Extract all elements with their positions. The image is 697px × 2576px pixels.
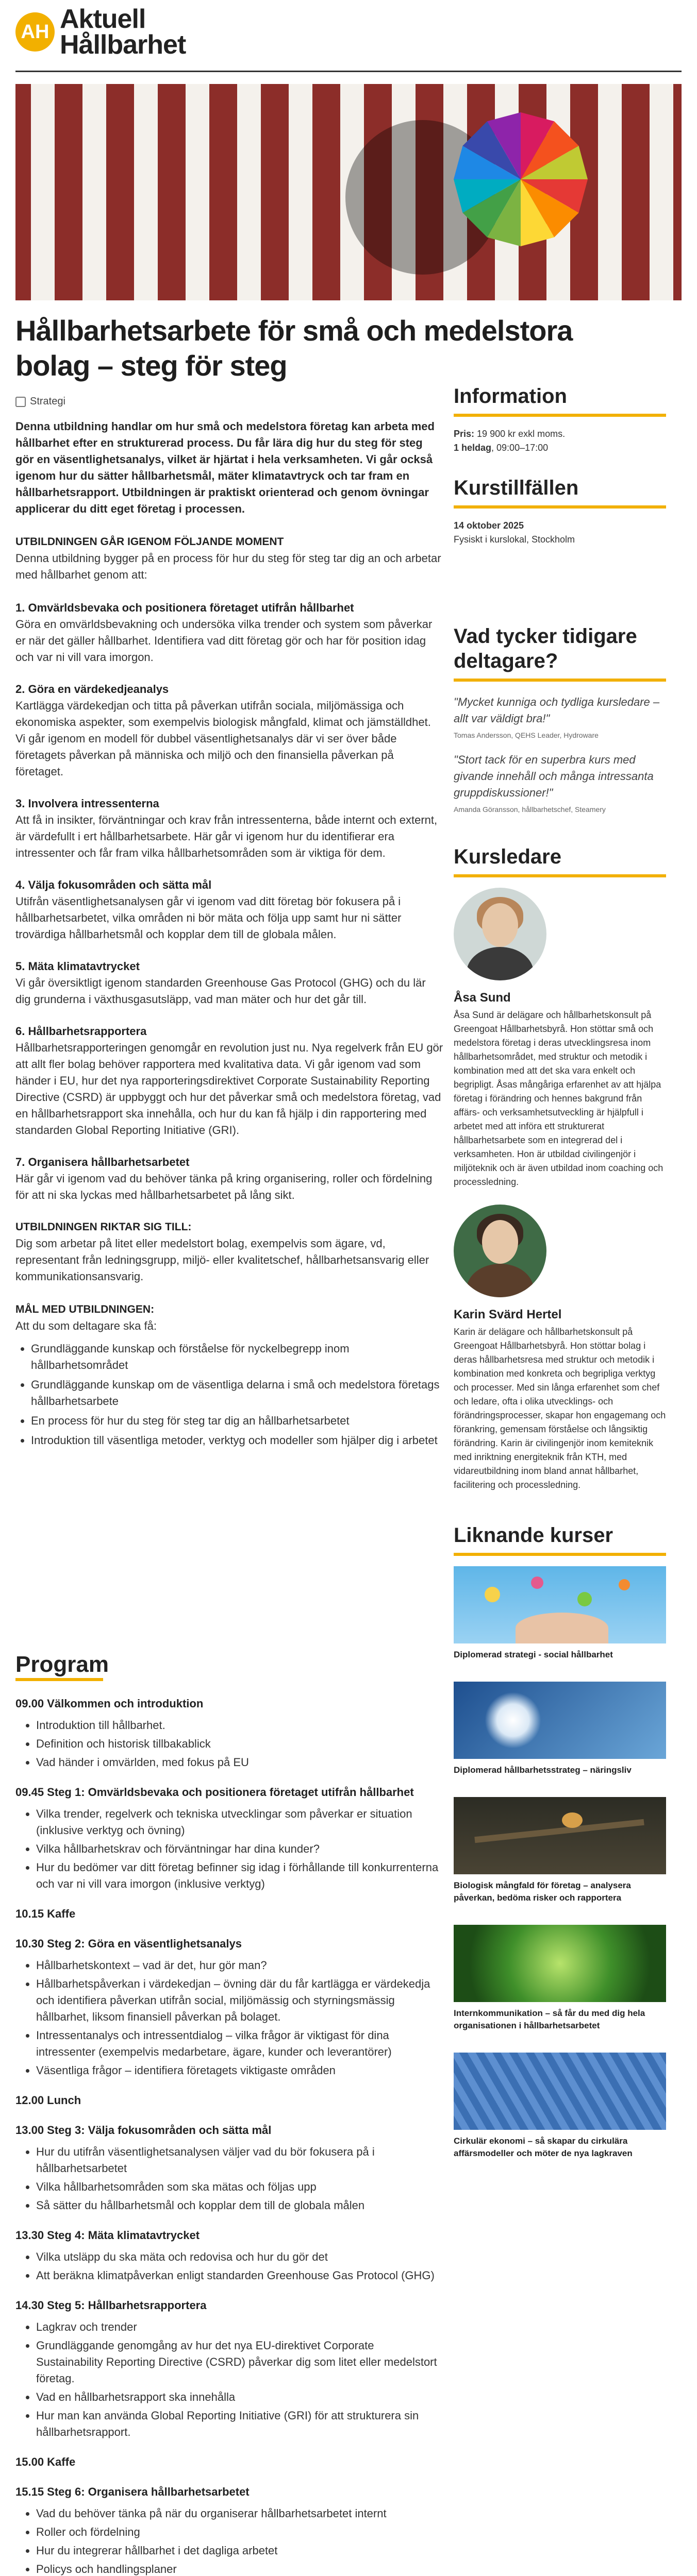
- list-item: • Hållbarhetskontext – vad är det, hur gör man?: [36, 1957, 443, 1974]
- info-heading: Information: [454, 385, 567, 408]
- list-item: • Hur du integrerar hållbarhet i det dagliga arbetet: [36, 2543, 443, 2559]
- sidebar: [454, 384, 666, 2180]
- umbrella-illustration: [449, 107, 593, 251]
- program-slot: [15, 1936, 443, 2079]
- step-list: [15, 600, 443, 1204]
- list-item: • Definition och historisk tillbakablick: [36, 1736, 443, 1752]
- list-item: • Intressentanalys och intressentdialog – vilka frågor är viktigast för dina intressenter (exempelvis medarbetare, ägare, kunder och leverantörer): [36, 2027, 443, 2060]
- step: [15, 958, 443, 1008]
- list-item: • Policys och handlingsplaner: [36, 2561, 443, 2576]
- program-slot: [15, 2092, 443, 2109]
- heading-underline: [454, 1553, 666, 1556]
- slot-title: 14.30 Steg 5: Hållbarhetsrapportera: [15, 2299, 207, 2312]
- slot-title: 13.00 Steg 3: Välja fokusområden och sätta mål: [15, 2124, 272, 2137]
- heading-underline: [454, 679, 666, 682]
- logo-mark: AH: [15, 12, 55, 52]
- slot-items: [36, 2505, 443, 2576]
- slot-title: 15.00 Kaffe: [15, 2455, 76, 2468]
- slot-title: 09.45 Steg 1: Omvärldsbevaka och positionera företaget utifrån hållbarhet: [15, 1786, 414, 1799]
- logo-line-2: Hållbarhet: [60, 30, 186, 60]
- logo-line-1: Aktuell: [60, 4, 146, 34]
- list-item: • Lagkrav och trender: [36, 2319, 443, 2335]
- related-course-card[interactable]: [454, 2053, 666, 2160]
- step-text: Kartlägga värdekedjan och titta på påverkan utifrån sociala, miljömässiga och ekonomiska aspekter, som exempelvis biologisk mångfald, klimat och jämställdhet. Vi går igenom en modell för dubbel väsentlighetsanalys där vi ser över både företagets påverkan på människa och miljö och den finansiella påverkan på företaget.: [15, 699, 431, 778]
- step-title: 1. Omvärldsbevaka och positionera företaget utifrån hållbarhet: [15, 601, 354, 614]
- category-tag[interactable]: [15, 396, 65, 408]
- leader-name: Åsa Sund: [454, 991, 511, 1005]
- reviews-heading: Vad tycker tidigare deltagare?: [454, 625, 637, 672]
- step-title: 6. Hållbarhetsrapportera: [15, 1025, 147, 1038]
- program-slot: [15, 2454, 443, 2470]
- list-item: • Väsentliga frågor – identifiera företagets viktigaste områden: [36, 2062, 443, 2079]
- program-slot: [15, 2227, 443, 2284]
- moment-intro: Denna utbildning bygger på en process för hur du steg för steg tar dig an och arbetar med hållbarhet genom att:: [15, 552, 441, 581]
- price-label: Pris:: [454, 429, 475, 439]
- review-quote: "Stort tack för en superbra kurs med givande innehåll och många intressanta gruppdiskussioner!": [454, 753, 654, 799]
- step-text: Göra en omvärldsbevakning och undersöka vilka trender och system som påverkar er när det gäller hållbarhet. Identifiera vad ditt företag gör och har för position idag och var ni vill vara imorgon.: [15, 618, 433, 664]
- program-slot: [15, 2484, 443, 2576]
- list-item: • Vad du behöver tänka på när du organiserar hållbarhetsarbetet internt: [36, 2505, 443, 2522]
- duration-value: , 09:00–17:00: [491, 443, 549, 453]
- step: [15, 1154, 443, 1204]
- slot-items: [36, 1717, 443, 1771]
- main-content: [15, 418, 443, 1464]
- list-item: • Grundläggande kunskap och förståelse för nyckelbegrepp inom hållbarhetsområdet: [31, 1341, 443, 1374]
- info-box: [454, 384, 666, 455]
- list-item: • Att beräkna klimatpåverkan enligt standarden Greenhouse Gas Protocol (GHG): [36, 2267, 443, 2284]
- target-text: Dig som arbetar på litet eller medelstort bolag, exempelvis som ägare, vd, representant från ledningsgrupp, miljö- eller kvalitetschef, hållbarhetsansvarig eller kommunikationsansvarig.: [15, 1237, 429, 1283]
- program-slot: [15, 2122, 443, 2214]
- related-course-card[interactable]: [454, 1925, 666, 2032]
- step-title: 3. Involvera intressenterna: [15, 797, 159, 810]
- program-slot: [15, 1696, 443, 1771]
- heading-underline: [454, 874, 666, 877]
- list-item: • Hur man kan använda Global Reporting Initiative (GRI) för att strukturera sin hållbarhetsrapport.: [36, 2408, 443, 2441]
- moment-heading: UTBILDNINGEN GÅR IGENOM FÖLJANDE MOMENT: [15, 536, 284, 548]
- list-item: • Hållbarhetspåverkan i värdekedjan – övning där du får kartlägga er värdekedja och identifiera påverkan utifrån social, miljömässig och styrningsmässig hållbarhet, liksom finansiell påverkan på bolaget.: [36, 1976, 443, 2025]
- step-title: 4. Välja fokusområden och sätta mål: [15, 878, 212, 891]
- review-author: Tomas Andersson, QEHS Leader, Hydroware: [454, 731, 599, 739]
- occasion-place: Fysiskt i kurslokal, Stockholm: [454, 534, 575, 545]
- related-heading: Liknande kurser: [454, 1524, 613, 1547]
- program-slot: [15, 1784, 443, 1892]
- course-title[interactable]: Diplomerad strategi - social hållbarhet: [454, 1650, 613, 1659]
- slot-title: 13.30 Steg 4: Mäta klimatavtrycket: [15, 2229, 200, 2242]
- leader-name: Karin Svärd Hertel: [454, 1308, 562, 1321]
- leaders-heading: Kursledare: [454, 845, 561, 868]
- program-slot: [15, 1906, 443, 1922]
- step: [15, 795, 443, 861]
- step-title: 7. Organisera hållbarhetsarbetet: [15, 1156, 190, 1168]
- slot-items: [36, 2144, 443, 2214]
- step-text: Här går vi igenom vad du behöver tänka på kring organisering, roller och fördelning för att ni ska lyckas med hållbarhetsarbetet på lång sikt.: [15, 1172, 433, 1201]
- program-slots: [15, 1696, 443, 2576]
- list-item: • Introduktion till hållbarhet.: [36, 1717, 443, 1734]
- step: [15, 1023, 443, 1139]
- list-item: • Vad händer i omvärlden, med fokus på EU: [36, 1754, 443, 1771]
- site-header: [15, 0, 682, 72]
- step-title: 5. Mäta klimatavtrycket: [15, 960, 140, 973]
- list-item: • Introduktion till väsentliga metoder, verktyg och modeller som hjälper dig i arbetet: [31, 1432, 443, 1449]
- list-item: • Vilka hållbarhetsområden som ska mätas och följas upp: [36, 2179, 443, 2195]
- reviews-box: [454, 624, 666, 814]
- heading-underline: [454, 414, 666, 417]
- slot-items: [36, 1957, 443, 2079]
- list-item: • Roller och fördelning: [36, 2524, 443, 2540]
- slot-title: 12.00 Lunch: [15, 2094, 81, 2107]
- leader-bio: Karin är delägare och hållbarhetskonsult på Greengoat Hållbarhetsbyrå. Hon stöttar bolag i deras hållbarhetsresa med struktur och metodik i kombination med konkreta och begripliga verktyg och processer. Med sin långa erfarenhet som chef och ledare, ofta i olika utvecklings- och förändringsprocesser, skapar hon engagemang och förankring, gemensam förståelse och långsiktig förändring. Karin är civilingenjör inom kemiteknik med inriktning energiteknik från KTH, med vidareutbildning inom bland annat hållbarhet, facilitering och processledning.: [454, 1327, 666, 1490]
- slot-title: 10.30 Steg 2: Göra en väsentlighetsanalys: [15, 1937, 242, 1950]
- course-thumbnail: [454, 1797, 666, 1874]
- list-item: • Vad en hållbarhetsrapport ska innehålla: [36, 2389, 443, 2405]
- heading-underline: [15, 1678, 103, 1681]
- program-section: [15, 1652, 443, 2576]
- review-author: Amanda Göransson, hållbarhetschef, Steamery: [454, 805, 606, 814]
- slot-title: 15.15 Steg 6: Organisera hållbarhetsarbetet: [15, 2485, 250, 2498]
- price-row: [454, 427, 666, 441]
- goals-heading: MÅL MED UTBILDNINGEN:: [15, 1303, 155, 1315]
- list-item: • Hur du utifrån väsentlighetsanalysen väljer vad du bör fokusera på i hållbarhetsarbetet: [36, 2144, 443, 2177]
- related-box: [454, 1523, 666, 2160]
- slot-items: [36, 1806, 443, 1892]
- step-text: Vi går översiktligt igenom standarden Greenhouse Gas Protocol (GHG) och du lär dig grunderna i växthusgasutsläpp, vad man mäter och hur det går till.: [15, 976, 426, 1006]
- step-text: Att få in insikter, förväntningar och krav från intressenterna, både internt och externt, är värdefullt i ert hållbarhetsarbete. Här går vi igenom hur du identifierar era intressenter och får fram vilka hållbarhetsområden som är viktiga för dem.: [15, 814, 438, 859]
- related-course-card[interactable]: [454, 1566, 666, 1661]
- heading-underline: [454, 505, 666, 509]
- occasions-heading: Kurstillfällen: [454, 477, 579, 499]
- lead-paragraph: Denna utbildning handlar om hur små och medelstora företag kan arbeta med hållbarhet efter en strukturerad process. Du får lära dig hur du steg för steg gör en väsentlighetsanalys, vilket är hjärtat i hela verksamheten. Vi går också igenom hur du sätter hållbarhetsmål, mäter klimatavtryck och tar fram en hållbarhetsrapport. Utbildningen är praktiskt orienterad och genom övningar applicerar du ditt eget företag i processen.: [15, 420, 435, 515]
- avatar: [454, 888, 546, 980]
- related-course-card[interactable]: [454, 1682, 666, 1776]
- course-thumbnail: [454, 1925, 666, 2002]
- slot-title: 10.15 Kaffe: [15, 1907, 76, 1920]
- leader-bio: Åsa Sund är delägare och hållbarhetskonsult på Greengoat Hållbarhetsbyrå. Hon stöttar små och medelstora företag i deras utvecklingsresa inom hållbarhetsområdet, med struktur och metodik i kombination med att det ska vara enkelt och begripligt. Åsas mångåriga erfarenhet av att hjälpa företag i förändring och hennes bakgrund från affärs- och verksamhetsutveckling är hjälpfull i arbetet med att införa ett strukturerat hållbarhetsarbete som en integrerad del i verksamheten. Hon är utbildad civilingenjör i miljöteknik och är även utbildad inom coaching och processledning.: [454, 1010, 663, 1187]
- hero-image: [15, 84, 682, 300]
- page-title: Hållbarhetsarbete för små och medelstora bolag – steg för steg: [15, 314, 573, 382]
- target-heading: UTBILDNINGEN RIKTAR SIG TILL:: [15, 1221, 192, 1233]
- list-item: • Vilka hållbarhetskrav och förväntningar har dina kunder?: [36, 1841, 443, 1857]
- review-quote: "Mycket kunniga och tydliga kursledare – allt var väldigt bra!": [454, 696, 660, 725]
- list-item: • En process för hur du steg för steg tar dig an hållbarhetsarbetet: [31, 1413, 443, 1429]
- course-title[interactable]: Internkommunikation – så får du med dig hela organisationen i hållbarhetsarbetet: [454, 2008, 645, 2030]
- step: [15, 877, 443, 943]
- avatar: [454, 1205, 546, 1297]
- list-item: • Grundläggande kunskap om de väsentliga delarna i små och medelstora företags hållbarhetsarbete: [31, 1377, 443, 1410]
- list-item: • Så sätter du hållbarhetsmål och kopplar dem till de globala målen: [36, 2197, 443, 2214]
- slot-items: [36, 2319, 443, 2441]
- leaders-box: [454, 844, 666, 1492]
- price-value: 19 900 kr exkl moms.: [477, 429, 566, 439]
- logo-wordmark: [60, 6, 186, 58]
- slot-title: 09.00 Välkommen och introduktion: [15, 1697, 204, 1710]
- step-title: 2. Göra en värdekedjeanalys: [15, 683, 169, 696]
- step-text: Hållbarhetsrapporteringen genomgår en revolution just nu. Nya regelverk från EU gör att allt fler bolag behöver rapportera med kvalitativa data. Vi går igenom vad som händer i EU, hur det nya rapporteringsdirektivet Corporate Sustainability Reporting Directive (CSRD) är uppbyggt och hur det påverkar små och medelstora företag, vad en hållbarhetsrapport ska innehålla, och hur du kan få hjälp i din rapportering med standarden Global Reporting Initiative (GRI).: [15, 1041, 443, 1137]
- step: [15, 681, 443, 780]
- course-thumbnail: [454, 1682, 666, 1759]
- goals-list: [31, 1341, 443, 1449]
- slot-items: [36, 2249, 443, 2284]
- occasions-box: [454, 476, 666, 547]
- list-item: • Grundläggande genomgång av hur det nya EU-direktivet Corporate Sustainability Reporting Directive (CSRD) påverkar dig som litet eller medelstort företag.: [36, 2337, 443, 2387]
- list-item: • Vilka trender, regelverk och tekniska utvecklingar som påverkar er situation (inklusive verktyg och övning): [36, 1806, 443, 1839]
- duration-row: [454, 441, 666, 455]
- occasion-date[interactable]: 14 oktober 2025: [454, 520, 524, 531]
- step: [15, 600, 443, 666]
- program-slot: [15, 2297, 443, 2441]
- course-title[interactable]: Diplomerad hållbarhetsstrateg – näringsliv: [454, 1765, 632, 1775]
- course-title[interactable]: Cirkulär ekonomi – så skapar du cirkulära affärsmodeller och möter de nya lagkraven: [454, 2136, 633, 2158]
- course-thumbnail: [454, 2053, 666, 2130]
- duration-label: 1 heldag: [454, 443, 492, 453]
- tag-icon: [15, 397, 26, 407]
- step-text: Utifrån väsentlighetsanalysen går vi igenom vad ditt företag bör fokusera på i hållbarhetsarbetet, vilka områden ni bör mäta och följa upp samt hur ni sätter trovärdiga hållbarhetsmål och kopplar dem till de globala målen.: [15, 895, 402, 941]
- course-thumbnail: [454, 1566, 666, 1643]
- site-logo[interactable]: [15, 6, 186, 58]
- list-item: • Hur du bedömer var ditt företag befinner sig idag i förhållande till konkurrenterna och var ni vill vara imorgon (inklusive verktyg): [36, 1859, 443, 1892]
- list-item: • Vilka utsläpp du ska mäta och redovisa och hur du gör det: [36, 2249, 443, 2265]
- related-course-card[interactable]: [454, 1797, 666, 1904]
- program-heading: Program: [15, 1652, 109, 1677]
- goals-intro: Att du som deltagare ska få:: [15, 1319, 157, 1332]
- course-title[interactable]: Biologisk mångfald för företag – analysera påverkan, bedöma risker och rapportera: [454, 1880, 631, 1903]
- category-label: Strategi: [30, 396, 65, 407]
